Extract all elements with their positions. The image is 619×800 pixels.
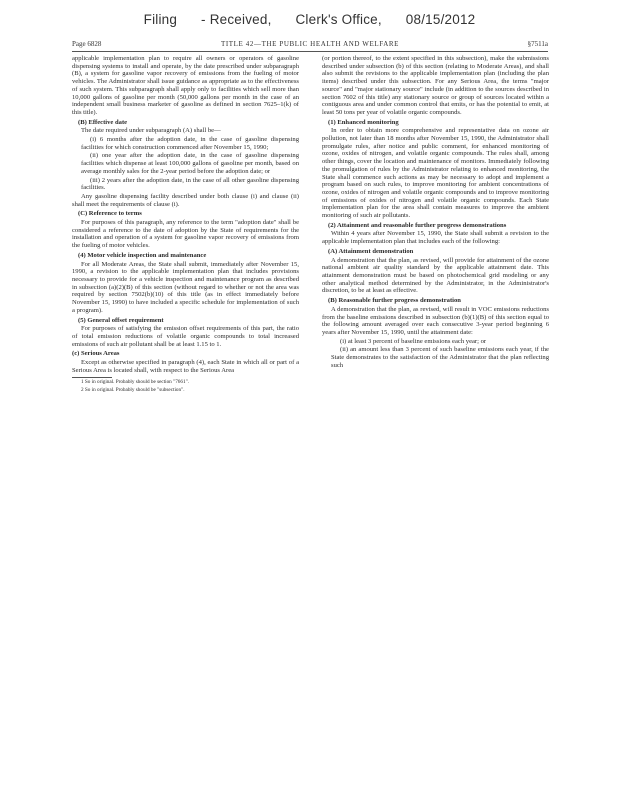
page-number: Page 6828	[72, 40, 102, 48]
header-rule	[72, 51, 548, 52]
heading-attainment-progress: (2) Attainment and reasonable further progress demonstrations	[328, 221, 507, 229]
paragraph: A demonstration that the plan, as revised, will provide for attainment of the ozone national ambient air quality standard by the applicable attainment date. This attainment demonstration must be based on photochemical grid modeling or any other analytical method determined by the Administrator, in the Administrator's discretion, to be at least as effective.	[322, 256, 549, 295]
clause-ii: (ii) one year after the adoption date, in the case of gasoline dispensing facilities which dispense at least 100,000 gallons of gasoline per month, based on average monthly sales for the 2-year period before the adoption date; or	[81, 152, 299, 175]
footnote-rule	[72, 377, 112, 378]
office-label: Clerk's Office,	[295, 12, 382, 27]
heading-serious-areas: (c) Serious Areas	[72, 350, 120, 358]
paragraph: For purposes of this paragraph, any reference to the term "adoption date" shall be considered a reference to the date of adoption by the State of requirements for the installation and operation of a system for gasoline vapor recovery of emissions from the fueling of motor vehicles.	[72, 219, 299, 250]
filing-stamp	[0, 12, 619, 27]
heading-effective-date: (B) Effective date	[78, 118, 128, 126]
footnote-1: 1 So in original. Probably should be section "7661".	[81, 379, 189, 386]
filing-date: 08/15/2012	[405, 12, 476, 27]
heading-enhanced-monitoring: (1) Enhanced monitoring	[328, 118, 399, 126]
paragraph: The date required under subparagraph (A) shall be—	[81, 127, 221, 135]
clause-i: (i) 6 months after the adoption date, in the case of gasoline dispensing facilities for which construction commenced after November 15, 1990;	[81, 136, 299, 151]
heading-general-offset: (5) General offset requirement	[78, 316, 164, 324]
paragraph: A demonstration that the plan, as revised, will result in VOC emissions reductions from the baseline emissions described in subsection (b)(1)(B) of this section equal to the following amount averaged over each consecutive 3-year period beginning 6 years after November 15, 1990, until the attainment date:	[322, 305, 549, 336]
section-number: §7511a	[527, 40, 548, 48]
left-column	[72, 55, 299, 394]
clause-iii: (iii) 2 years after the adoption date, in the case of all other gasoline dispensing facilities.	[81, 176, 299, 192]
paragraph: applicable implementation plan to require all owners or operators of gasoline dispensing systems to install and operate, by the date prescribed under subparagraph (B), a system for gasoline vapor recovery of emissions from the fueling of motor vehicles. The Administrator shall issue guidance as appropriate as to the effectiveness of such system. This subparagraph shall apply only to facilities which sell more than 10,000 gallons of gasoline per month (50,000 gallons per month in the case of an independent small business marketer of gasoline as defined in section 7625–1(k) of this title).	[72, 55, 299, 116]
received-label: - Received,	[201, 12, 272, 27]
paragraph: Except as otherwise specified in paragraph (4), each State in which all or part of a Serious Area is located shall, with respect to the Serious Area	[72, 359, 299, 374]
paragraph: In order to obtain more comprehensive and representative data on ozone air pollution, not later than 18 months after November 15, 1990, the Administrator shall promulgate rules, after notice and public comment, for enhanced monitoring of ozone, oxides of nitrogen, and volatile organic compounds. The rules shall, among other things, cover the location and maintenance of monitors. Immediately following the promulgation of rules by the Administrator relating to enhanced monitoring, the State shall commence such actions as may be necessary to adopt and implement a program based on such rules, to improve monitoring for ambient concentrations of ozone, oxides of nitrogen and volatile organic compounds and to improve monitoring of emissions of oxides of nitrogen and volatile organic compounds. Each State implementation plan for the area shall contain measures to improve the ambient monitoring of such air pollutants.	[322, 127, 549, 220]
paragraph: Any gasoline dispensing facility described under both clause (i) and clause (ii) shall meet the requirements of clause (i).	[72, 192, 299, 208]
footnote-2: 2 So in original. Probably should be "subsection".	[81, 386, 185, 393]
heading-reference-to-terms: (C) Reference to terms	[78, 210, 142, 218]
paragraph: (or portion thereof, to the extent specified in this subsection), make the submissions described under subsection (b) of this section (relating to Moderate Areas), and shall also submit the revisions to the applicable implementation plan (including the plan items) described under this subsection. For any Serious Area, the terms "major source" and "major stationary source" include (in addition to the sources described in section 7602 of this title) any stationary source or group of sources located within a contiguous area and under common control that emits, or has the potential to emit, at least 50 tons per year of volatile organic compounds.	[322, 55, 549, 116]
heading-motor-vehicle-inspection: (4) Motor vehicle inspection and maintenance	[78, 251, 207, 259]
paragraph: For purposes of satisfying the emission offset requirements of this part, the ratio of total emission reductions of volatile organic compounds to total increased emissions of such air pollutant shall be at least 1.15 to 1.	[72, 325, 299, 348]
clause-i: (i) at least 3 percent of baseline emissions each year; or	[340, 337, 487, 345]
paragraph: For all Moderate Areas, the State shall submit, immediately after November 15, 1990, a revision to the applicable implementation plan that includes provisions necessary to provide for a vehicle inspection and maintenance program as described in subsection (a)(2)(B) of this section (without regard to whether or not the area was required by section 7502(b)(10) of this title (as in effect immediately before November 15, 1990) to have included a specific schedule for implementation of such a program).	[72, 260, 299, 314]
filing-label: Filing	[143, 12, 178, 27]
heading-attainment-demonstration: (A) Attainment demonstration	[328, 247, 414, 255]
heading-reasonable-progress: (B) Reasonable further progress demonstration	[328, 297, 461, 305]
title-heading: TITLE 42—THE PUBLIC HEALTH AND WELFARE	[220, 40, 400, 48]
paragraph: Within 4 years after November 15, 1990, the State shall submit a revision to the applicable implementation plan that includes each of the following:	[322, 230, 549, 246]
clause-ii: (ii) an amount less than 3 percent of such baseline emissions each year, if the State demonstrates to the satisfaction of the Administrator that the plan reflecting such	[331, 346, 549, 369]
right-column	[322, 55, 549, 370]
